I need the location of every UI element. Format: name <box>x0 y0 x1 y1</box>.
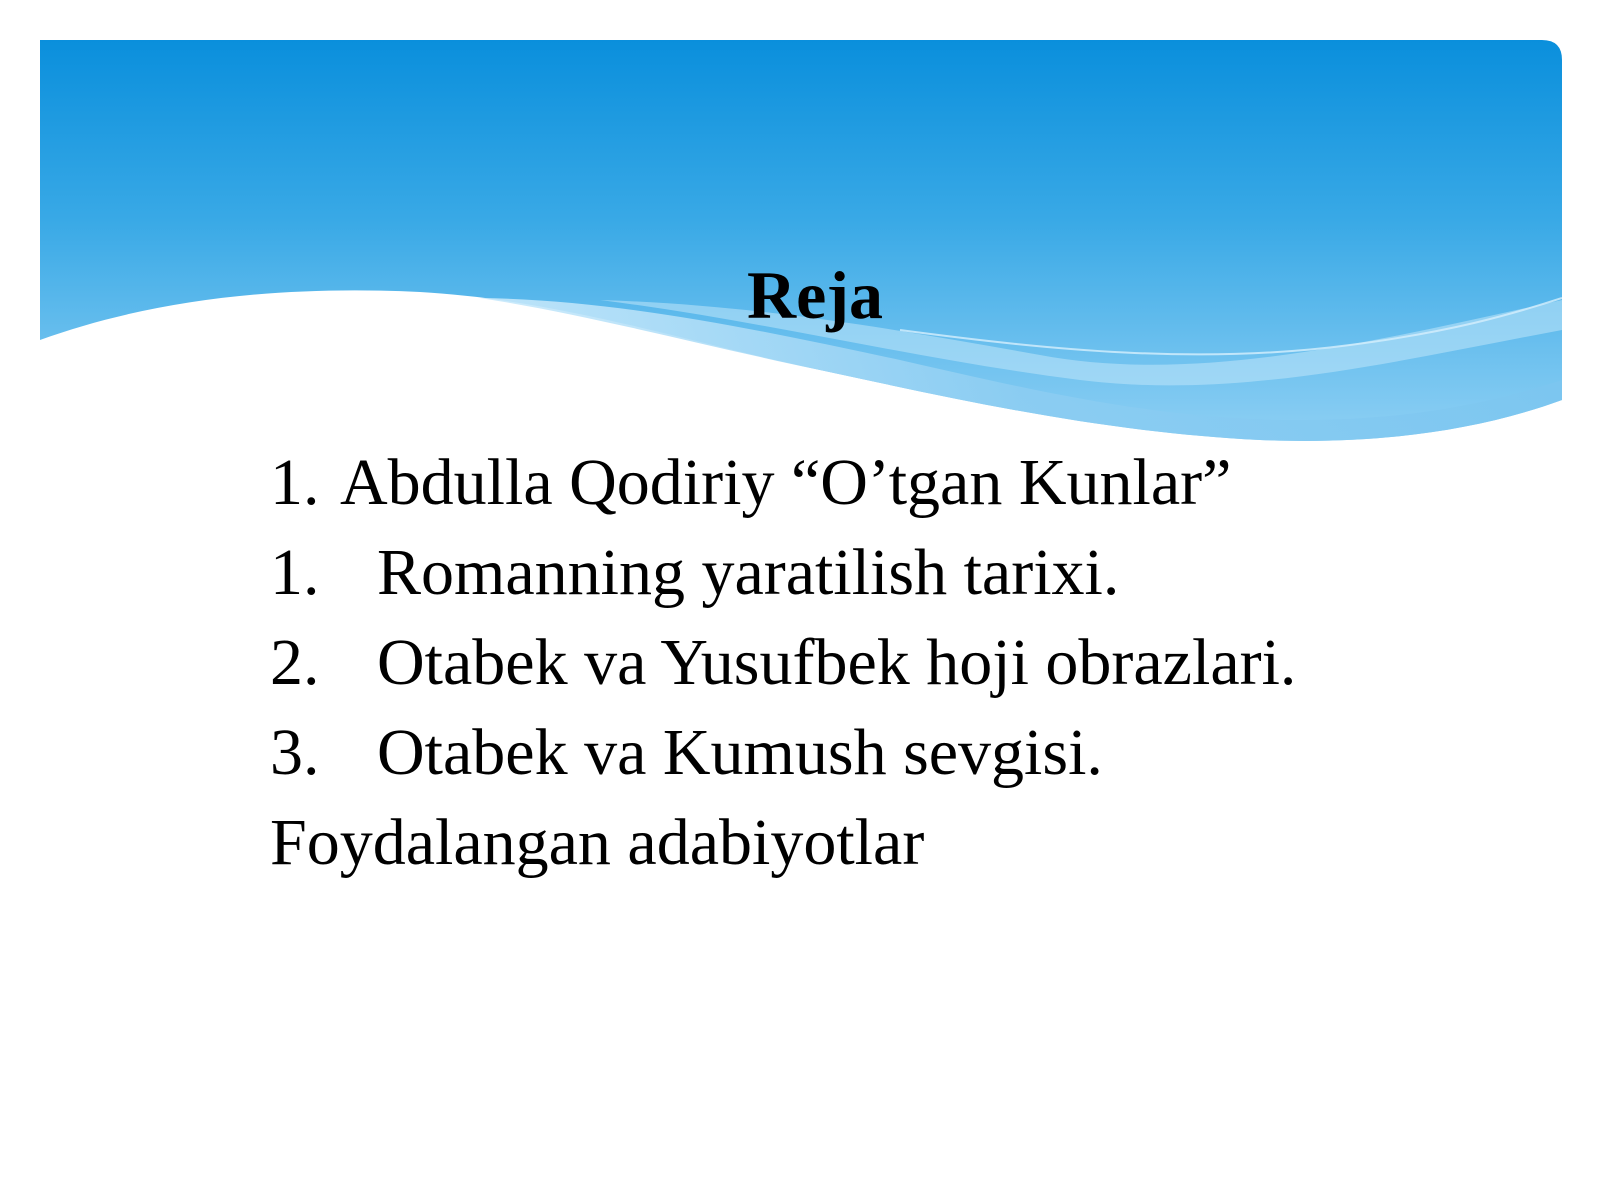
list-item <box>270 618 1520 708</box>
list-item-number: 1. <box>270 446 320 519</box>
list-item <box>270 528 1520 618</box>
list-item-text: Romanning yaratilish tarixi. <box>377 536 1120 609</box>
wave-header-decoration <box>0 0 1600 460</box>
list-item-text: Otabek va Kumush sevgisi. <box>377 716 1103 789</box>
list-item-text: Foydalangan adabiyotlar <box>270 806 925 879</box>
list-item <box>270 438 1520 528</box>
list-item-number: 1. <box>270 536 320 609</box>
list-item-number: 3. <box>270 716 320 789</box>
list-item-number: 2. <box>270 626 320 699</box>
list-item <box>270 708 1520 798</box>
slide-title: Reja <box>747 257 883 333</box>
list-item <box>270 798 1520 888</box>
list-item-text: Otabek va Yusufbek hoji obrazlari. <box>377 626 1297 699</box>
list-item-text: Abdulla Qodiriy “O’tgan Kunlar” <box>340 446 1232 519</box>
plan-list <box>270 438 1520 888</box>
